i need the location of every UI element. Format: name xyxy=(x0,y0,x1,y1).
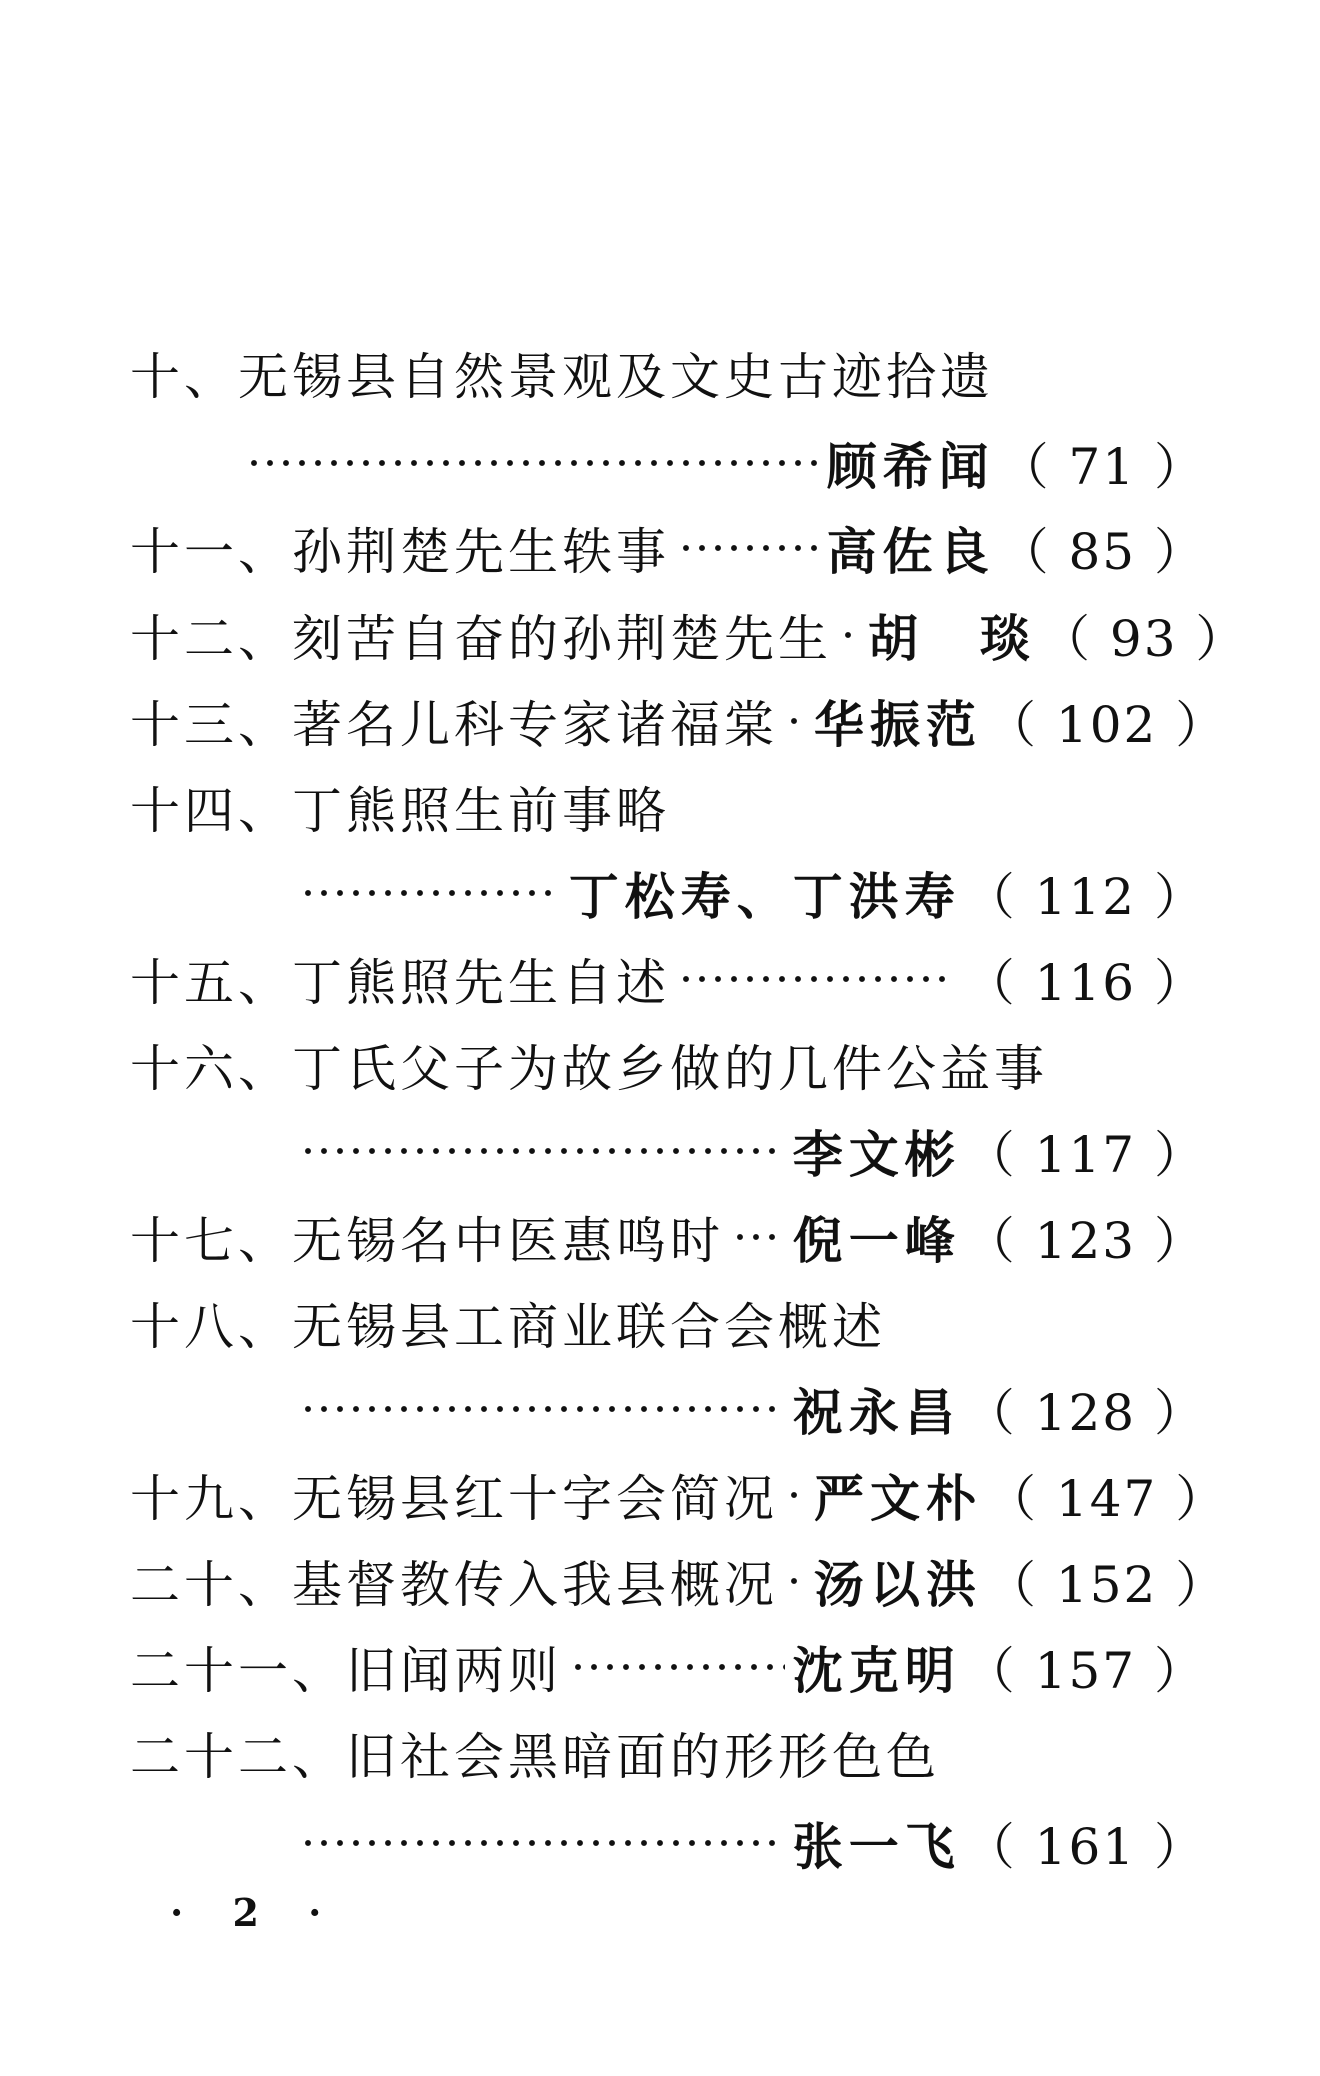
toc-entry-22-title xyxy=(130,1710,1206,1796)
entry-number: 十七、 xyxy=(130,1212,292,1270)
entry-title: 无锡县工商业联合会概述 xyxy=(292,1298,886,1356)
entry-author: 倪一峰 xyxy=(792,1212,961,1270)
entry-author: 顾希闻 xyxy=(826,438,995,496)
toc-entry-21 xyxy=(130,1624,1206,1710)
entry-page: （ 116 ） xyxy=(964,954,1206,1012)
toc-entry-12 xyxy=(130,592,1248,678)
entry-author: 华振范 xyxy=(814,696,982,754)
entry-page: （ 157 ） xyxy=(964,1642,1206,1700)
toc-entry-19 xyxy=(130,1452,1228,1538)
dot-leader xyxy=(786,1576,806,1586)
entry-number: 十九、 xyxy=(130,1470,292,1528)
entry-page: （ 117 ） xyxy=(964,1126,1206,1184)
entry-page: （ 85 ） xyxy=(998,523,1206,581)
dot-leader xyxy=(678,543,819,553)
toc-entry-13 xyxy=(130,678,1228,764)
entry-title: 无锡县自然景观及文史古迹拾遗 xyxy=(238,348,994,406)
dot-leader xyxy=(678,974,953,984)
entry-number: 十二、 xyxy=(130,610,292,668)
entry-author: 丁松寿、丁洪寿 xyxy=(568,868,961,926)
entry-page: （ 128 ） xyxy=(964,1384,1206,1442)
entry-author: 汤以洪 xyxy=(814,1556,982,1614)
entry-title: 丁氏父子为故乡做的几件公益事 xyxy=(292,1040,1048,1098)
dot-leader xyxy=(300,1838,785,1848)
dot-leader xyxy=(840,630,860,640)
toc-entry-14-title xyxy=(130,764,1206,850)
entry-author: 沈克明 xyxy=(792,1642,961,1700)
entry-page: （ 123 ） xyxy=(964,1212,1206,1270)
dot-leader xyxy=(570,1662,785,1672)
page-number: · 2 · xyxy=(170,1890,340,1935)
entry-page: （ 71 ） xyxy=(998,438,1206,496)
entry-number: 十五、 xyxy=(130,954,292,1012)
entry-number: 二十一、 xyxy=(130,1642,346,1700)
toc-entry-20 xyxy=(130,1538,1228,1624)
entry-number: 十、 xyxy=(130,348,238,406)
entry-number: 十六、 xyxy=(130,1040,292,1098)
entry-title: 基督教传入我县概况 xyxy=(292,1556,778,1614)
dot-leader xyxy=(300,1146,785,1156)
toc-entry-15 xyxy=(130,936,1206,1022)
entry-author: 祝永昌 xyxy=(792,1384,961,1442)
entry-author: 高佐良 xyxy=(826,523,995,581)
toc-entry-18-title xyxy=(130,1280,1206,1366)
entry-author: 严文朴 xyxy=(814,1470,982,1528)
entry-author: 胡 琰 xyxy=(868,610,1036,668)
dot-leader xyxy=(786,1490,806,1500)
entry-title: 孙荆楚先生轶事 xyxy=(292,523,670,581)
entry-title: 刻苦自奋的孙荆楚先生 xyxy=(292,610,832,668)
dot-leader xyxy=(732,1232,785,1242)
entry-title: 无锡名中医惠鸣时 xyxy=(292,1212,724,1270)
dot-leader xyxy=(786,716,806,726)
toc-entry-10-ref xyxy=(238,420,1206,506)
toc-entry-17 xyxy=(130,1194,1206,1280)
entry-page: （ 152 ） xyxy=(986,1556,1228,1614)
entry-page: （ 102 ） xyxy=(986,696,1228,754)
toc-entry-18-ref xyxy=(292,1366,1206,1452)
toc-entry-16-title xyxy=(130,1022,1206,1108)
entry-title: 旧社会黑暗面的形形色色 xyxy=(346,1728,940,1786)
entry-author: 张一飞 xyxy=(792,1818,961,1876)
entry-number: 十八、 xyxy=(130,1298,292,1356)
toc-entry-16-ref xyxy=(292,1108,1206,1194)
entry-page: （ 112 ） xyxy=(964,868,1206,926)
entry-number: 二十、 xyxy=(130,1556,292,1614)
entry-number: 十四、 xyxy=(130,782,292,840)
entry-title: 丁熊照生前事略 xyxy=(292,782,670,840)
dot-leader xyxy=(300,888,561,898)
toc-entry-14-ref xyxy=(292,850,1206,936)
entry-title: 著名儿科专家诸福棠 xyxy=(292,696,778,754)
entry-title: 旧闻两则 xyxy=(346,1642,562,1700)
entry-page: （ 147 ） xyxy=(986,1470,1228,1528)
toc-entry-11 xyxy=(130,505,1206,591)
entry-author: 李文彬 xyxy=(792,1126,961,1184)
entry-page: （ 93 ） xyxy=(1040,610,1248,668)
toc-entry-22-ref xyxy=(292,1800,1206,1886)
entry-title: 无锡县红十字会简况 xyxy=(292,1470,778,1528)
dot-leader xyxy=(246,458,819,468)
dot-leader xyxy=(300,1404,785,1414)
entry-number: 二十二、 xyxy=(130,1728,346,1786)
entry-number: 十一、 xyxy=(130,523,292,581)
entry-number: 十三、 xyxy=(130,696,292,754)
entry-title: 丁熊照先生自述 xyxy=(292,954,670,1012)
toc-entry-10-title xyxy=(130,330,1206,416)
entry-page: （ 161 ） xyxy=(964,1818,1206,1876)
